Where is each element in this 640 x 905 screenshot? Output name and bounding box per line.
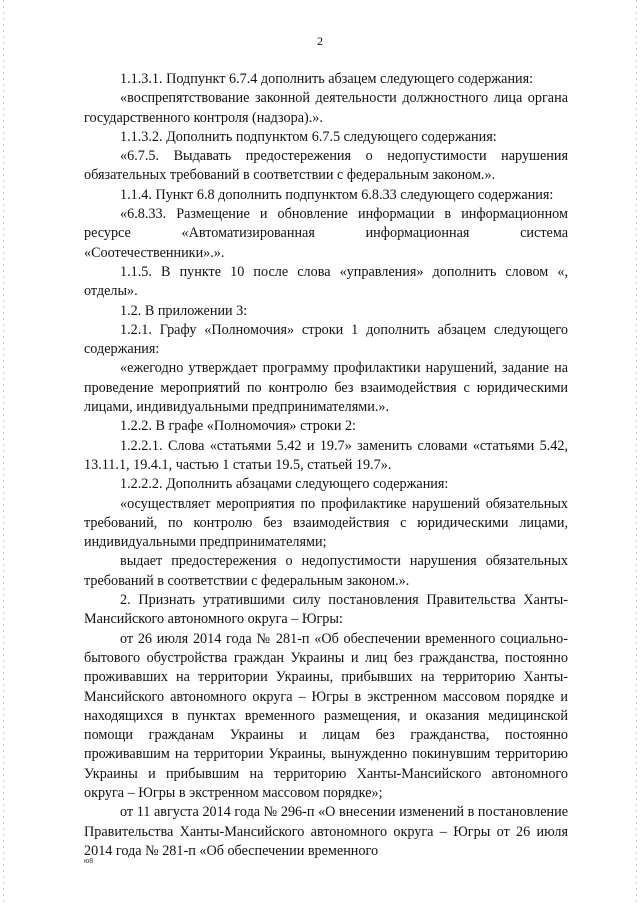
- paragraph-1-2-2-2-text-b: выдает предостережения о недопустимости нарушения обязательных требований в соответствии с федеральным законом.».: [84, 553, 568, 589]
- footer-mark: ю8: [84, 858, 94, 865]
- paragraph-1-2-1: 1.2.1. Графу «Полномочия» строки 1 дополнить абзацем следующего содержания:: [84, 321, 568, 358]
- paragraph-1-2-1-text: «ежегодно утверждает программу профилактики нарушений, задание на проведение мероприятий по контролю без взаимодействия с юридическими лицами, индивидуальными предпринимателями.».: [84, 360, 568, 416]
- paragraph-1-1-4: 1.1.4. Пункт 6.8 дополнить подпунктом 6.8.33 следующего содержания:: [120, 186, 554, 203]
- page-number: 2: [317, 34, 323, 48]
- paragraph-1-1-3-1-text: «воспрепятствование законной деятельности должностного лица органа государственного контроля (надзора).».: [84, 90, 568, 126]
- paragraph-1-2-2: 1.2.2. В графе «Полномочия» строки 2:: [120, 418, 356, 435]
- paragraph-1-1-3-2-text: «6.7.5. Выдавать предостережения о недопустимости нарушения обязательных требований в соответствии с федеральным законом.».: [84, 148, 568, 184]
- scan-edge-left: [3, 0, 4, 905]
- paragraph-1-2-2-1: 1.2.2.1. Слова «статьями 5.42 и 19.7» заменить словами «статьями 5.42, 13.11.1, 19.4.1, частью 1 статьи 19.5, статьей 19.7».: [84, 437, 568, 473]
- paragraph-2-item-296: от 11 августа 2014 года № 296-п «О внесении изменений в постановление Правительства Ханты-Мансийского автономного округа – Югры от 26 июля 2014 года № 281-п «Об обеспечении временного: [84, 804, 568, 859]
- paragraph-1-1-3-1: 1.1.3.1. Подпункт 6.7.4 дополнить абзацем следующего содержания:: [120, 71, 534, 87]
- paragraph-1-2: 1.2. В приложении 3:: [120, 302, 248, 319]
- paragraph-2-item-281: от 26 июля 2014 года № 281-п «Об обеспечении временного социально-бытового обустройства граждан Украины и лиц без гражданства, постоянно проживавших на территории Украины, прибывших на территорию Ханты-Мансийского автономного округа – Югры в экстренном массовом порядке и находящихся в пунктах временного размещения, и оказания медицинской помощи гражданам Украины и лицам без гражданства, постоянно проживавшим на территории Украины, вынужденно покинувшим территорию Украины и прибывшим на территорию Ханты-Мансийского автономного округа – Югры в экстренном массовом порядке»;: [84, 630, 568, 801]
- paragraph-1-2-2-2: 1.2.2.2. Дополнить абзацами следующего содержания:: [120, 476, 449, 493]
- scan-edge-right: [636, 0, 637, 905]
- paragraph-2: 2. Признать утратившими силу постановления Правительства Ханты-Мансийского автономного округа – Югры:: [84, 592, 568, 628]
- paragraph-1-1-3-2: 1.1.3.2. Дополнить подпунктом 6.7.5 следующего содержания:: [120, 128, 497, 145]
- paragraph-1-1-5: 1.1.5. В пункте 10 после слова «управления» дополнить словом «, отделы».: [84, 263, 568, 300]
- document-body: [84, 70, 568, 861]
- paragraph-1-2-2-2-text-a: «осуществляет мероприятия по профилактике нарушений обязательных требований, по контролю без взаимодействия с юридическими лицами, индивидуальными предпринимателями;: [84, 495, 568, 551]
- paragraph-1-1-4-text: «6.8.33. Размещение и обновление информации в информационном ресурсе «Автоматизированная информационная система «Соотечественники».».: [84, 206, 568, 261]
